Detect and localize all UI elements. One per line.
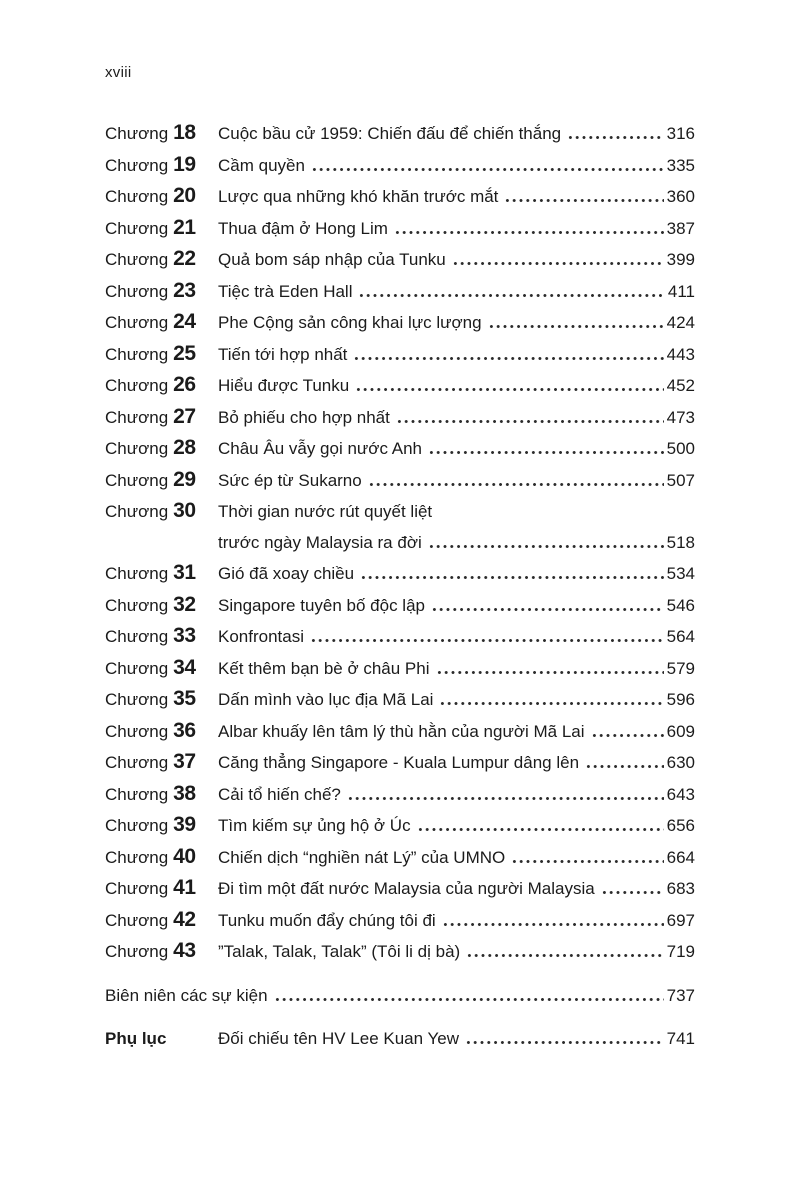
chapter-label: Chương xyxy=(105,816,169,835)
entry-line xyxy=(218,119,695,150)
chapter-entry-column xyxy=(218,622,695,653)
chapter-label-column xyxy=(105,590,218,622)
chapter-label: Chương xyxy=(105,595,169,615)
toc-entry xyxy=(105,621,695,653)
chapter-label-column xyxy=(105,118,218,150)
chapter-label-column xyxy=(105,496,218,528)
chapter-label: Chương xyxy=(105,784,169,804)
toc-entry xyxy=(105,981,695,1012)
chapter-title: Albar khuấy lên tâm lý thù hằn của người Mã Lai xyxy=(218,721,585,741)
chapter-entry-column xyxy=(218,874,695,905)
chapter-entry-column xyxy=(218,466,695,497)
chapter-title: Konfrontasi xyxy=(218,627,304,646)
entry-line xyxy=(105,981,695,1012)
toc-entry xyxy=(105,716,695,748)
dot-leader xyxy=(591,734,664,737)
chapter-label-column xyxy=(105,558,218,590)
chapter-page: 719 xyxy=(666,942,695,961)
chapter-page: 609 xyxy=(666,721,695,741)
chapter-title: Cải tổ hiến chế? xyxy=(218,784,341,804)
toc-entry xyxy=(105,276,695,308)
toc-entry xyxy=(105,370,695,402)
chapter-label-column xyxy=(105,1024,218,1055)
entry-line xyxy=(218,937,695,968)
chapter-page: 579 xyxy=(666,658,695,678)
dot-leader xyxy=(442,923,664,926)
chapter-entry-column xyxy=(218,843,695,874)
toc-entry xyxy=(105,307,695,339)
entry-line xyxy=(218,466,695,497)
chapter-title: Thua đậm ở Hong Lim xyxy=(218,218,388,238)
chapter-page: 360 xyxy=(666,187,695,206)
chapter-entry-column xyxy=(218,214,695,245)
chapter-label: Chương xyxy=(105,879,169,898)
chapter-title: Gió đã xoay chiều xyxy=(218,564,355,583)
chapter-label: Chương xyxy=(105,690,169,709)
chapter-page: 387 xyxy=(666,218,695,238)
chapter-title: Lược qua những khó khăn trước mắt xyxy=(218,187,499,206)
chapter-title: Châu Âu vẫy gọi nước Anh xyxy=(218,439,422,458)
dot-leader xyxy=(310,639,664,642)
dot-leader xyxy=(567,136,663,139)
chapter-label-column xyxy=(105,244,218,276)
chapter-label: Chương xyxy=(105,470,169,490)
chapter-entry-column xyxy=(218,654,695,685)
chapter-label: Chương xyxy=(105,124,169,143)
chapter-entry-column xyxy=(218,780,695,811)
dot-leader xyxy=(396,420,664,423)
dot-leader xyxy=(436,671,664,674)
chapter-page: 656 xyxy=(666,816,695,835)
chapter-entry-column xyxy=(218,559,695,590)
chapter-number: 39 xyxy=(173,813,196,836)
chapter-number: 23 xyxy=(173,278,196,302)
toc-entry xyxy=(105,402,695,434)
dot-leader xyxy=(466,954,663,957)
toc-entry xyxy=(105,181,695,213)
chapter-label: Chương xyxy=(105,344,169,364)
chapter-number: 20 xyxy=(173,184,196,207)
entry-line xyxy=(218,654,695,685)
chapter-page: 452 xyxy=(666,376,695,395)
chapter-page: 564 xyxy=(666,627,695,646)
dot-leader xyxy=(452,262,664,265)
chapter-number: 30 xyxy=(173,499,196,522)
chapter-page: 316 xyxy=(666,124,695,143)
chapter-entry-column xyxy=(218,371,695,402)
chapter-label-column xyxy=(105,684,218,716)
entry-line xyxy=(218,371,695,402)
chapter-label-column xyxy=(105,402,218,434)
chapter-number: 33 xyxy=(173,624,196,647)
dot-leader xyxy=(428,451,664,454)
chapter-label: Chương xyxy=(105,376,169,395)
chapter-number: 38 xyxy=(173,781,196,805)
chapter-label-column xyxy=(105,747,218,779)
chapter-title: Thời gian nước rút quyết liệt xyxy=(218,502,433,521)
chapter-entry-column xyxy=(218,811,695,842)
toc-entry xyxy=(105,905,695,937)
chapter-title: Dấn mình vào lục địa Mã Lai xyxy=(218,690,434,709)
chapter-entry-column xyxy=(218,403,695,434)
toc-entry xyxy=(105,873,695,905)
entry-line xyxy=(218,685,695,716)
chapter-title: Sức ép từ Sukarno xyxy=(218,470,362,490)
chapter-label: Chương xyxy=(105,187,169,206)
toc-entry xyxy=(105,684,695,716)
chapter-label: Chương xyxy=(105,910,169,930)
chapter-label: Chương xyxy=(105,313,169,332)
chapter-number: 36 xyxy=(173,718,196,742)
chapter-label-column xyxy=(105,716,218,748)
chapter-title: Phe Cộng sản công khai lực lượng xyxy=(218,313,482,332)
chapter-label-column xyxy=(105,465,218,497)
entry-line xyxy=(218,717,695,748)
chapter-entry-column xyxy=(218,182,695,213)
chapter-page: 643 xyxy=(666,784,695,804)
chapter-label-column xyxy=(105,370,218,402)
entry-line xyxy=(218,245,695,276)
entry-line xyxy=(218,874,695,905)
entry-line xyxy=(218,811,695,842)
toc-entry xyxy=(105,558,695,590)
chapter-entry-column xyxy=(218,748,695,779)
chapter-title: Cuộc bầu cử 1959: Chiến đấu để chiến thắng xyxy=(218,124,562,143)
chapter-number: 21 xyxy=(173,215,196,239)
toc-entry xyxy=(105,779,695,811)
chapter-label: Chương xyxy=(105,407,169,427)
chapter-label: Chương xyxy=(105,439,169,458)
chapter-label: Chương xyxy=(105,155,169,175)
entry-line xyxy=(218,497,695,528)
toc-entry xyxy=(105,1024,695,1055)
entry-line xyxy=(218,843,695,874)
chapter-entry-column xyxy=(218,434,695,465)
chapter-page: 596 xyxy=(666,690,695,709)
chapter-label: Chương xyxy=(105,847,169,867)
dot-leader xyxy=(465,1041,664,1044)
toc-entry xyxy=(105,465,695,497)
chapter-number: 37 xyxy=(173,750,196,773)
chapter-title: Cầm quyền xyxy=(218,155,305,175)
dot-leader xyxy=(488,325,664,328)
entry-line xyxy=(218,780,695,811)
entry-line xyxy=(218,559,695,590)
chapter-label-column xyxy=(105,779,218,811)
chapter-entry-column xyxy=(218,717,695,748)
entry-line xyxy=(218,1024,695,1055)
chapter-label: Chương xyxy=(105,281,169,301)
chapter-page: 443 xyxy=(666,344,695,364)
chapter-label: Phụ lục xyxy=(105,1029,167,1048)
chapter-number: 42 xyxy=(173,907,196,931)
chapter-number: 32 xyxy=(173,592,196,616)
dot-leader xyxy=(347,797,664,800)
dot-leader xyxy=(417,828,664,831)
chapter-page: 473 xyxy=(666,407,695,427)
chapter-title: Đi tìm một đất nước Malaysia của người Malaysia xyxy=(218,879,595,898)
chapter-label-column xyxy=(105,150,218,182)
chapter-label: Chương xyxy=(105,250,169,269)
chapter-entry-column xyxy=(218,119,695,150)
toc-entry xyxy=(105,936,695,968)
chapter-page: 737 xyxy=(666,985,695,1005)
entry-line xyxy=(218,906,695,937)
chapter-number: 34 xyxy=(173,655,196,679)
chapter-number: 18 xyxy=(173,121,196,144)
entry-line xyxy=(218,403,695,434)
entry-line-2 xyxy=(218,528,695,559)
chapter-page: 664 xyxy=(666,847,695,867)
chapter-number: 26 xyxy=(173,373,196,396)
toc-entry xyxy=(105,810,695,842)
chapter-label: Chương xyxy=(105,753,169,772)
chapter-entry-column xyxy=(218,277,695,308)
chapter-label: Chương xyxy=(105,502,169,521)
chapter-number: 43 xyxy=(173,939,196,962)
entry-line xyxy=(218,277,695,308)
chapter-number: 19 xyxy=(173,152,196,176)
toc-entry xyxy=(105,118,695,150)
chapter-entry-column xyxy=(218,906,695,937)
chapter-label-column xyxy=(105,307,218,339)
chapter-label: Chương xyxy=(105,942,169,961)
toc-entry xyxy=(105,496,695,558)
toc-list xyxy=(105,118,695,1055)
dot-leader xyxy=(353,357,663,360)
chapter-label-column xyxy=(105,621,218,653)
dot-leader xyxy=(358,294,664,297)
chapter-entry-column xyxy=(218,245,695,276)
chapter-label-column xyxy=(105,810,218,842)
chapter-page: 683 xyxy=(666,879,695,898)
chapter-entry-column xyxy=(218,497,695,558)
chapter-title: Tunku muốn đẩy chúng tôi đi xyxy=(218,910,436,930)
chapter-label: Chương xyxy=(105,627,169,646)
toc-entry xyxy=(105,244,695,276)
chapter-label-column xyxy=(105,905,218,937)
dot-leader xyxy=(601,891,664,894)
chapter-title: Tìm kiếm sự ủng hộ ở Úc xyxy=(218,816,411,835)
chapter-page: 507 xyxy=(666,470,695,490)
dot-leader xyxy=(274,998,664,1001)
dot-leader xyxy=(355,388,663,391)
toc-entry xyxy=(105,213,695,245)
dot-leader xyxy=(511,860,663,863)
dot-leader xyxy=(428,545,664,548)
toc-entry xyxy=(105,590,695,622)
chapter-label-column xyxy=(105,873,218,905)
toc-entry xyxy=(105,433,695,465)
chapter-number: 35 xyxy=(173,687,196,710)
chapter-entry-column xyxy=(218,151,695,182)
chapter-page: 534 xyxy=(666,564,695,583)
chapter-label-column xyxy=(105,842,218,874)
entry-line xyxy=(218,151,695,182)
chapter-label: Chương xyxy=(105,564,169,583)
chapter-title: Bỏ phiếu cho hợp nhất xyxy=(218,407,390,427)
chapter-page: 399 xyxy=(666,250,695,269)
chapter-entry-column xyxy=(218,340,695,371)
chapter-title: Chiến dịch “nghiền nát Lý” của UMNO xyxy=(218,847,506,867)
chapter-label-column xyxy=(105,276,218,308)
chapter-label: Chương xyxy=(105,218,169,238)
chapter-label: Chương xyxy=(105,721,169,741)
chapter-page: 546 xyxy=(666,595,695,615)
chapter-title: Hiểu được Tunku xyxy=(218,376,350,395)
chapter-number: 27 xyxy=(173,404,196,428)
entry-line xyxy=(218,308,695,339)
chapter-page: 518 xyxy=(666,532,695,552)
chapter-number: 25 xyxy=(173,341,196,365)
chapter-label: Chương xyxy=(105,658,169,678)
chapter-title: Căng thẳng Singapore - Kuala Lumpur dâng lên xyxy=(218,753,580,772)
dot-leader xyxy=(504,199,663,202)
chapter-title: Đối chiếu tên HV Lee Kuan Yew xyxy=(218,1029,460,1048)
dot-leader xyxy=(585,765,664,768)
chapter-page: 411 xyxy=(667,281,695,301)
chapter-entry-column xyxy=(218,685,695,716)
chapter-entry-column xyxy=(218,591,695,622)
chapter-page: 500 xyxy=(666,439,695,458)
chapter-label-column xyxy=(105,433,218,465)
entry-line xyxy=(218,340,695,371)
dot-leader xyxy=(311,168,664,171)
entry-line xyxy=(218,622,695,653)
page-number-top: xviii xyxy=(105,64,132,81)
toc-entry xyxy=(105,339,695,371)
chapter-page: 335 xyxy=(666,155,695,175)
chapter-label-column xyxy=(105,181,218,213)
dot-leader xyxy=(368,483,664,486)
chapter-title: Singapore tuyên bố độc lập xyxy=(218,595,425,615)
chapter-label-column xyxy=(105,936,218,968)
toc-entry xyxy=(105,653,695,685)
dot-leader xyxy=(431,608,664,611)
dot-leader xyxy=(394,231,664,234)
chapter-label-column xyxy=(105,339,218,371)
chapter-page: 697 xyxy=(666,910,695,930)
toc-entry xyxy=(105,150,695,182)
chapter-number: 31 xyxy=(173,561,196,584)
entry-line xyxy=(218,434,695,465)
entry-line xyxy=(218,748,695,779)
dot-leader xyxy=(360,576,664,579)
entry-line xyxy=(218,214,695,245)
chapter-number: 40 xyxy=(173,844,196,868)
chapter-entry-column xyxy=(105,981,695,1012)
entry-line xyxy=(218,591,695,622)
chapter-number: 24 xyxy=(173,310,196,333)
chapter-number: 22 xyxy=(173,247,196,270)
chapter-label-column xyxy=(105,213,218,245)
chapter-title: Tiến tới hợp nhất xyxy=(218,344,348,364)
toc-entry xyxy=(105,747,695,779)
chapter-title: Biên niên các sự kiện xyxy=(105,985,268,1005)
chapter-number: 28 xyxy=(173,436,196,459)
chapter-title: Quả bom sáp nhập của Tunku xyxy=(218,250,446,269)
chapter-entry-column xyxy=(218,937,695,968)
chapter-page: 630 xyxy=(666,753,695,772)
chapter-title: Tiệc trà Eden Hall xyxy=(218,281,353,301)
chapter-title: Kết thêm bạn bè ở châu Phi xyxy=(218,658,430,678)
chapter-label-column xyxy=(105,653,218,685)
chapter-title: ”Talak, Talak, Talak” (Tôi li dị bà) xyxy=(218,942,461,961)
dot-leader xyxy=(439,702,663,705)
entry-line xyxy=(218,182,695,213)
chapter-number: 41 xyxy=(173,876,196,899)
chapter-number: 29 xyxy=(173,467,196,491)
toc-entry xyxy=(105,842,695,874)
chapter-entry-column xyxy=(218,1024,695,1055)
chapter-page: 424 xyxy=(666,313,695,332)
chapter-page: 741 xyxy=(666,1029,695,1048)
chapter-title-line2: trước ngày Malaysia ra đời xyxy=(218,532,422,552)
chapter-entry-column xyxy=(218,308,695,339)
